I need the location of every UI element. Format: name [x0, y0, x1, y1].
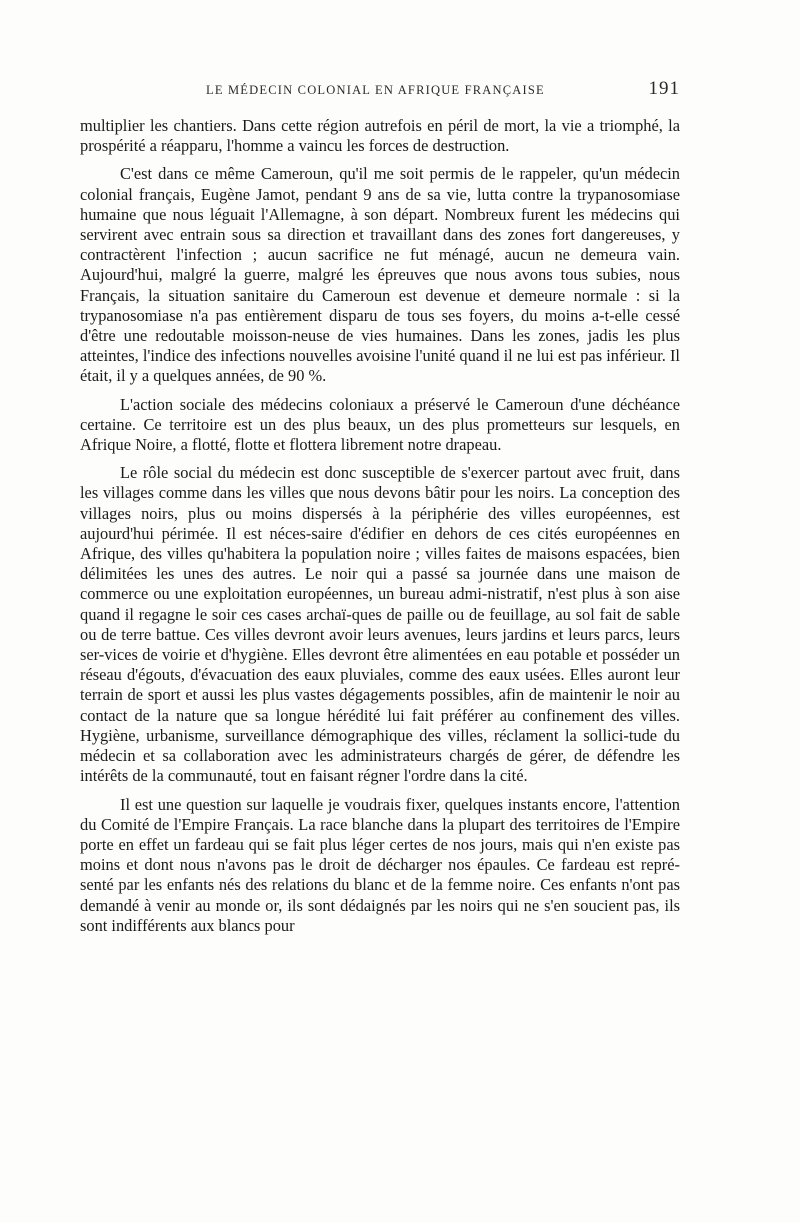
paragraph-cameroun: L'action sociale des médecins coloniaux a préservé le Cameroun d'une déchéance certaine. Ce territoire est un des plus beaux, un des plus prometteurs sur lesquels, en Afrique Noire, a flotté, flotte et flottera librement notre drapeau.: [80, 394, 680, 455]
page-number: 191: [648, 78, 680, 99]
running-title: LE MÉDECIN COLONIAL EN AFRIQUE FRANÇAISE: [206, 83, 545, 97]
running-header: [80, 80, 680, 104]
paragraph-jamot: C'est dans ce même Cameroun, qu'il me soit permis de le rappeler, qu'un médecin colonial français, Eugène Jamot, pendant 9 ans de sa vie, lutta contre la trypanosomiase humaine que nous léguait l'Allemagne, à son départ. Nombreux furent les médecins qui servirent avec entrain sous sa direction et travaillant dans des zones fort dangereuses, y contractèrent l'infection ; aucun sacrifice ne fut ménagé, aucun ne demeura vain. Aujourd'hui, malgré la guerre, malgré les épreuves que nous avons tous subies, nous Français, la situation sanitaire du Cameroun est devenue et demeure normale : si la trypanosomiase n'a pas entièrement disparu de tous ses foyers, du moins a-t-elle cessé d'être une redoutable moisson-neuse de vies humaines. Dans les zones, jadis les plus atteintes, l'indice des infections nouvelles avoisine l'unité quand il ne lui est pas inférieur. Il était, il y a quelques années, de 90 %.: [80, 164, 680, 386]
paragraph-question: Il est une question sur laquelle je voudrais fixer, quelques instants encore, l'attention du Comité de l'Empire Français. La race blanche dans la plupart des territoires de l'Empire porte en effet un fardeau qui se fait plus léger certes de nos jours, mais qui n'en existe pas moins et dont nous n'avons pas le droit de décharger nos épaules. Ce fardeau est repré-senté par les enfants nés des relations du blanc et de la femme noire. Ces enfants n'ont pas demandé à venir au monde or, ils sont dédaignés par les noirs qui ne s'en soucient pas, ils sont indifférents aux blancs pour: [80, 794, 680, 935]
paragraph-social-role: Le rôle social du médecin est donc susceptible de s'exercer partout avec fruit, dans les villages comme dans les villes que nous devons bâtir pour les noirs. La conception des villages noirs, plus ou moins dispersés à la périphérie des villes européennes, est aujourd'hui périmée. Il est néces-saire d'édifier en dehors de ces cités européennes en Afrique, des villes qu'habitera la population noire ; villes faites de maisons espacées, bien délimitées les unes des autres. Le noir qui a passé sa journée dans une maison de commerce ou une exploitation européennes, un bureau admi-nistratif, n'est plus à son aise quand il regagne le soir ces cases archaï-ques de paille ou de feuillage, au sol fait de sable ou de terre battue. Ces villes devront avoir leurs avenues, leurs jardins et leurs parcs, leurs ser-vices de voirie et d'hygiène. Elles devront être alimentées en eau potable et posséder un réseau d'égouts, d'évacuation des eaux pluviales, comme des eaux usées. Elles auront leur terrain de sport et aussi les plus vastes dégagements possibles, afin de maintenir le noir au contact de la nature que sa longue hérédité lui fait préférer au confinement des villes. Hygiène, urbanisme, surveillance démographique des villes, réclament la sollici-tude du médecin et sa collaboration avec les administrateurs chargés de gérer, de défendre les intérêts de la communauté, tout en faisant régner l'ordre dans la cité.: [80, 463, 680, 786]
paragraph-continuation: multiplier les chantiers. Dans cette région autrefois en péril de mort, la vie a triomphé, la prospérité a réapparu, l'homme a vaincu les forces de destruction.: [80, 116, 680, 156]
body-text: [80, 116, 680, 936]
